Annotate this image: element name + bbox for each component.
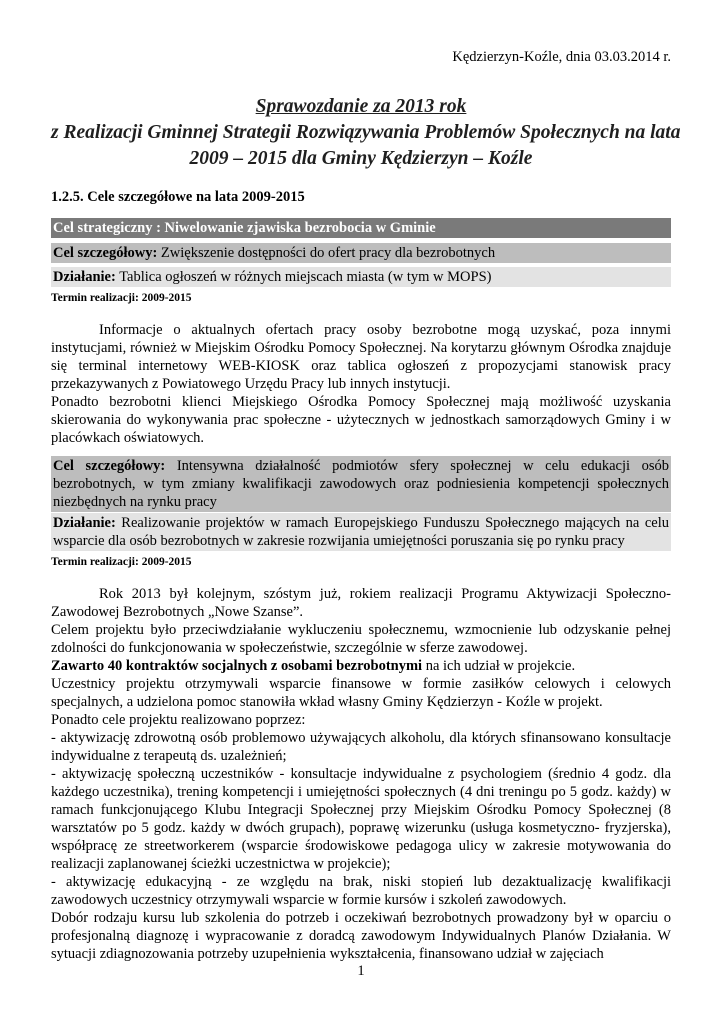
paragraph: - aktywizację społeczną uczestników - konsultacje indywidualne z psychologiem (średnio 4 godz. dla każdego uczestnika), trening kompetencji i umiejętności społecznych (4 dni treningu po 5 godz. każdy) w ramach funkcjonującego Klubu Integracji Społecznej przy Miejskim Ośrodku Pomocy Społecznej (8 warsztatów po 5 godz. każdy w dwóch grupach), poprawę wizerunku (usługa kosmetyczno- fryzjerska), współpracę ze streetworkerem (wsparcie środowiskowe pedagoga ulicy w zakresie motywowania do realizacji zaplanowanej ścieżki uczestnictwa w projekcie);	[51, 766, 671, 872]
paragraph: Ponadto bezrobotni klienci Miejskiego Ośrodka Pomocy Społecznej mają możliwość uzyskania skierowania do wykonywania prac społeczne - użytecznych w jednostkach samorządowych Gminy i w placówkach oświatowych.	[51, 394, 671, 446]
detailed-goal-text: Intensywna działalność podmiotów sfery społecznej w celu edukacji osób bezrobotnych, w tym zmiany kwalifikacji zawodowych oraz podniesienia kompetencji społecznych niezbędnych na rynku pracy	[53, 458, 669, 510]
paragraph: Ponadto cele projektu realizowano poprzez:	[51, 712, 306, 728]
action-bar-1	[51, 267, 671, 287]
detailed-goal-label: Cel szczegółowy:	[53, 245, 158, 261]
paragraph-block-2	[51, 585, 671, 963]
action-text: Realizowanie projektów w ramach Europejskiego Funduszu Społecznego mających na celu wsparcie dla osób bezrobotnych w zakresie rozwijania umiejętności poruszania się po rynku pracy	[53, 515, 669, 549]
title-line-3: 2009 – 2015 dla Gminy Kędzierzyn – Koźle	[189, 148, 533, 169]
termin-1: Termin realizacji: 2009-2015	[51, 292, 192, 304]
title-line-1: Sprawozdanie za 2013 rok	[255, 96, 467, 117]
paragraph: Informacje o aktualnych ofertach pracy osoby bezrobotne mogą uzyskać, poza innymi instytucjami, również w Miejskim Ośrodku Pomocy Społecznej. Na korytarzu głównym Ośrodka znajduje się terminal internetowy WEB-KIOSK oraz tablica ogłoszeń z propozycjami stanowisk pracy przekazywanych z Powiatowego Urzędu Pracy lub innych instytucji.	[51, 322, 671, 392]
paragraph: Dobór rodzaju kursu lub szkolenia do potrzeb i oczekiwań bezrobotnych prowadzony był w oparciu o profesjonalną diagnozę i wypracowanie z doradcą zawodowym Indywidualnych Planów Działania. W sytuacji zdiagnozowania potrzeby uzupełnienia wykształcenia, finansowano udział w zajęciach	[51, 910, 671, 962]
detailed-goal-text: Zwiększenie dostępności do ofert pracy dla bezrobotnych	[157, 245, 496, 261]
detailed-goal-2	[53, 457, 669, 511]
section-heading: 1.2.5. Cele szczegółowe na lata 2009-2015	[51, 189, 305, 205]
paragraph: - aktywizację zdrowotną osób problemowo używających alkoholu, dla których sfinansowano konsultacje indywidualne z terapeutą ds. uzależnień;	[51, 730, 671, 764]
termin-2: Termin realizacji: 2009-2015	[51, 556, 192, 568]
action-text: Tablica ogłoszeń w różnych miejscach miasta (w tym w MOPS)	[115, 269, 492, 285]
paragraph: Rok 2013 był kolejnym, szóstym już, rokiem realizacji Programu Aktywizacji Społeczno-Zawodowej Bezrobotnych „Nowe Szanse”.	[51, 586, 671, 620]
detailed-goal-label: Cel szczegółowy:	[53, 458, 166, 474]
bold-statement: Zawarto 40 kontraktów socjalnych z osobami bezrobotnymi	[51, 658, 423, 674]
dateline: Kędzierzyn-Koźle, dnia 03.03.2014 r.	[452, 49, 671, 65]
detailed-goal-bar-2	[51, 456, 671, 512]
paragraph: Celem projektu było przeciwdziałanie wykluczeniu społecznemu, wzmocnienie lub odzyskanie pełnej zdolności do funkcjonowania w społeczeństwie, szczególnie w sferze zawodowej.	[51, 622, 671, 656]
action-label: Działanie:	[53, 269, 116, 285]
action-bar-2	[51, 513, 671, 551]
document-title	[51, 94, 681, 172]
paragraph: - aktywizację edukacyjną - ze względu na brak, niski stopień lub dezaktualizację kwalifikacji zawodowych uczestnicy otrzymywali wsparcie w formie kursów i szkoleń zawodowych.	[51, 874, 671, 908]
action-2	[53, 514, 669, 550]
title-line-2: z Realizacji Gminnej Strategii Rozwiązywania Problemów Społecznych na lata	[51, 122, 681, 143]
detailed-goal-bar-1	[51, 243, 671, 263]
paragraph	[51, 657, 671, 675]
action-label: Działanie:	[53, 515, 116, 531]
paragraph-block-1	[51, 321, 671, 447]
strategic-goal-text: Cel strategiczny : Niwelowanie zjawiska bezrobocia w Gminie	[53, 220, 436, 236]
paragraph-rest: na ich udział w projekcie.	[422, 658, 576, 674]
strategic-goal-bar	[51, 218, 671, 238]
paragraph: Uczestnicy projektu otrzymywali wsparcie finansowe w formie zasiłków celowych i celowych specjalnych, a udzielona pomoc stanowiła wkład własny Gminy Kędzierzyn - Koźle w projekt.	[51, 676, 671, 710]
page-number: 1	[357, 963, 365, 979]
